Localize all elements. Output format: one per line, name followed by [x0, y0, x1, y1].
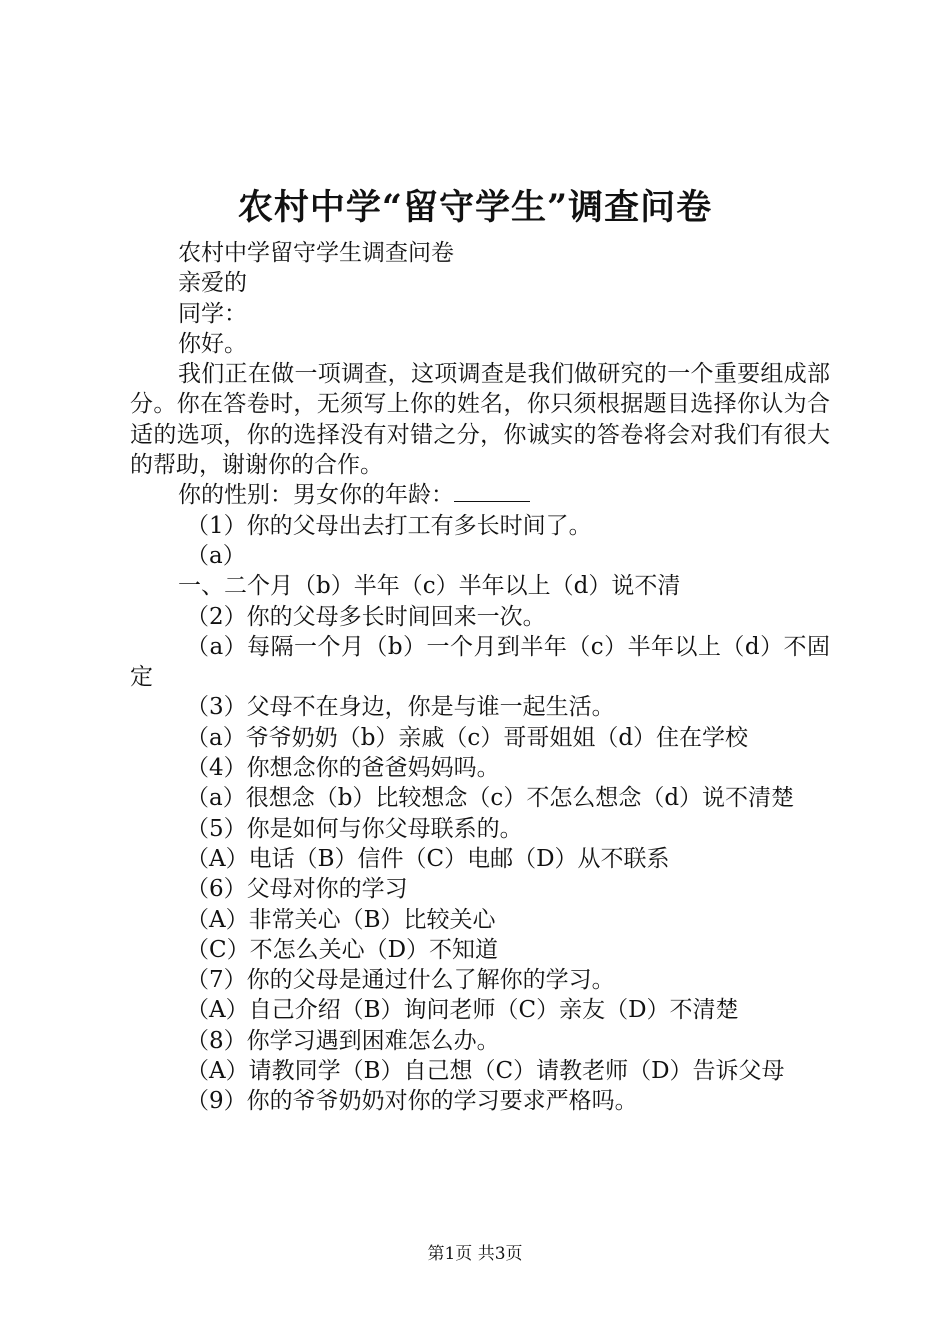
greeting-line: 亲爱的 — [178, 270, 247, 297]
question-5: （5）你是如何与你父母联系的。 — [186, 815, 523, 842]
question-5-options: （A）电话（B）信件（C）电邮（D）从不联系 — [186, 845, 670, 872]
question-3: （3）父母不在身边，你是与谁一起生活。 — [186, 694, 615, 721]
question-4-options: （a）很想念（b）比较想念（c）不怎么想念（d）说不清楚 — [186, 785, 795, 812]
question-7-options: （A）自己介绍（B）询问老师（C）亲友（D）不清楚 — [186, 997, 739, 1024]
question-8-options: （A）请教同学（B）自己想（C）请教老师（D）告诉父母 — [186, 1058, 785, 1085]
question-7: （7）你的父母是通过什么了解你的学习。 — [186, 967, 615, 994]
question-6: （6）父母对你的学习 — [186, 876, 408, 903]
intro-paragraph: 我们正在做一项调查，这项调查是我们做研究的一个重要组成部分。你在答卷时，无须写上你的姓名，你只须根据题目选择你认为合适的选项，你的选择没有对错之分，你诚实的答卷将会对我们有很大的帮助，谢谢你的合作。 — [130, 361, 830, 479]
greeting-line: 你好。 — [178, 330, 247, 357]
question-6-options: （C）不怎么关心（D）不知道 — [186, 936, 499, 963]
question-1-option-line: 一、二个月（b）半年（c）半年以上（d）说不清 — [178, 573, 681, 600]
question-1: （1）你的父母出去打工有多长时间了。 — [186, 512, 592, 539]
document-title: 农村中学“留守学生”调查问卷 — [237, 187, 713, 228]
basic-info-line — [130, 480, 830, 510]
age-blank — [454, 481, 530, 502]
question-3-options: （a）爷爷奶奶（b）亲戚（c）哥哥姐姐（d）住在学校 — [186, 724, 749, 751]
basic-info-text: 你的性别：男女你的年龄： — [178, 482, 454, 509]
question-4: （4）你想念你的爸爸妈妈吗。 — [186, 755, 500, 782]
question-2: （2）你的父母多长时间回来一次。 — [186, 603, 546, 630]
subtitle-line: 农村中学留守学生调查问卷 — [178, 240, 454, 266]
page-footer: 第1页 共3页 — [427, 1244, 523, 1264]
question-2-options: （a）每隔一个月（b）一个月到半年（c）半年以上（d）不固定 — [130, 633, 830, 691]
question-1-option-line: （a） — [186, 542, 246, 569]
question-6-options: （A）非常关心（B）比较关心 — [186, 906, 496, 933]
greeting-line: 同学： — [178, 300, 247, 327]
document-body — [130, 238, 830, 1117]
question-9: （9）你的爷爷奶奶对你的学习要求严格吗。 — [186, 1088, 638, 1115]
question-8: （8）你学习遇到困难怎么办。 — [186, 1027, 500, 1054]
